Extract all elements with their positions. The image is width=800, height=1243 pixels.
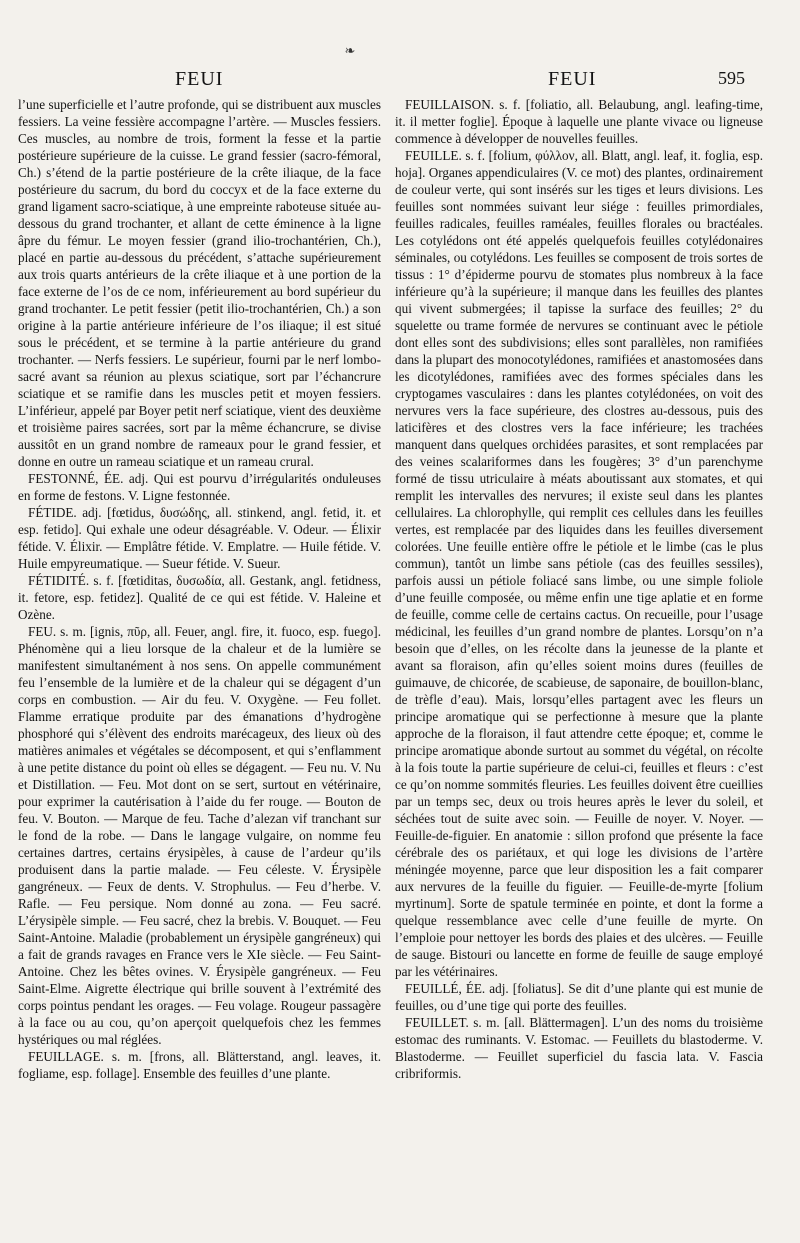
- entry-feuillaison: FEUILLAISON. s. f. [foliatio, all. Belaubung, angl. leafing-time, it. il metter foglie]. Époque à laquelle une plante vivace ou ligneuse commence à développer de nouvelles feuilles.: [395, 97, 763, 146]
- left-running-head: FEUI: [175, 68, 224, 90]
- page-number: 595: [718, 68, 745, 88]
- ornament-icon: ❧: [344, 44, 356, 59]
- entry-fetidite: FÉTIDITÉ. s. f. [fœtiditas, δυσωδία, all. Gestank, angl. fetidness, it. fetore, esp. fetidez]. Qualité de ce qui est fétide. V. Haleine et Ozène.: [18, 573, 381, 622]
- left-column: [18, 96, 381, 1082]
- entry-feuillage: FEUILLAGE. s. m. [frons, all. Blätterstand, angl. leaves, it. fogliame, esp. follage]. Ensemble des feuilles d’une plante.: [18, 1049, 381, 1081]
- entry-feuille: FEUILLE. s. f. [folium, φύλλον, all. Blatt, angl. leaf, it. foglia, esp. hoja]. Organes appendiculaires (V. ce mot) des plantes, ordinairement de couleur verte, qui sont insérés sur les tiges et leurs divisions. Les feuilles sont nommées suivant leur siége : feuilles primordiales, feuilles radicales, feuilles raméales, feuilles florales ou bractéales. Les cotylédons ont été appelés quelquefois feuilles cotylédonaires séminales, ou cotylédons. Les feuilles se composent de trois sortes de tissus : 1° d’épiderme pourvu de stomates plus nombreux à la face inférieure qu’à la supérieure; il manque dans les feuilles des plantes qui vivent submergées; il tapisse la surface des feuilles; 2° du squelette ou trame formée de nervures se continuant avec le pétiole dont elles sont des subdivisions; elles sont parallèles, non ramifiées dans la plupart des monocotylédones, ramifiées et anastomosées dans les dicotylédones, ramifiées avec des formes spéciales dans les cryptogames vasculaires : dans les plantes cotylédonées, on voit des nervures vers la face supérieure, des clostres au-dessous, puis des laticifères et des clostres vers la face inférieure; les trachées manquent dans quelques orchidées parasites, et sont remplacées par des veines scalariformes dans les fougères; 3° d’un parenchyme formé de tissu utriculaire à méats aboutissant aux stomates, et qui remplit les intervalles des nervures; il existe seul dans les plantes cellulaires. La chlorophylle, qui remplit ces cellules dans les feuilles vertes, est remplacée par des liquides dans les feuilles diversement colorées. Une feuille entière offre le pétiole et le limbe (cas le plus commun), tantôt un limbe sans pétiole (cas des feuilles sessiles), parfois aussi un pétiole foliacé sans limbe, ou une simple foliole d’une feuille composée, ou même enfin une tige aplatie et en forme de feuille, comme celle de certains cactus. On recueille, pour l’usage médicinal, les feuilles d’un grand nombre de plantes. Lorsqu’on n’a besoin que d’elles, on les récolte dans la jeunesse de la plante et avant sa floraison, afin qu’elles soient moins dures (feuilles de guimauve, de chicorée, de scabieuse, de saponaire, de bouillon-blanc, de trèfle d’eau). Mais, lorsqu’elles partagent avec les fleurs un principe aromatique qui se perfectionne à mesure que la plante approche de la floraison, il faut attendre cette époque; et, comme le principe aromatique abonde surtout au sommet du végétal, on récolte à la fois toute la partie supérieure de celui-ci, feuilles et fleurs : c’est ce qu’on nomme sommités fleuries. Les feuilles doivent être cueillies par un temps sec, deux ou trois heures après le lever du soleil, et séchées tout de suite avec soin. — Feuille de noyer. V. Noyer. — Feuille-de-figuier. En anatomie : sillon profond que présente la face cérébrale des os pariétaux, et qui loge les divisions de l’artère méningée moyenne, parce que leur disposition les a fait comparer aux nervures de la feuille du figuier. — Feuille-de-myrte [folium myrtinum]. Sorte de spatule terminée en pointe, et dont la forme a quelque ressemblance avec celle d’une feuille de myrte. On l’emploie pour nettoyer les bords des plaies et des ulcères. — Feuille de sauge. Bistouri ou lancette en forme de feuille de sauge employé par les vétérinaires.: [395, 148, 763, 979]
- right-column: [395, 96, 763, 1082]
- right-running-head: FEUI: [548, 68, 597, 90]
- entry-fetide: FÉTIDE. adj. [fœtidus, δυσώδης, all. stinkend, angl. fetid, it. et esp. fetido]. Qui exhale une odeur désagréable. V. Odeur. — Élixir fétide. V. Élixir. — Emplâtre fétide. V. Emplatre. — Huile fétide. V. Huile empyreumatique. — Sueur fétide. V. Sueur.: [18, 505, 381, 571]
- entry-feu: FEU. s. m. [ignis, πῦρ, all. Feuer, angl. fire, it. fuoco, esp. fuego]. Phénomène qui a lieu lorsque de la chaleur et de la lumière se manifestent simultanément à nos sens. On appelle communément feu l’ensemble de la lumière et de la chaleur qui se dégagent d’un corps en combustion. — Air du feu. V. Oxygène. — Feu follet. Flamme erratique produite par des émanations d’hydrogène phosphoré qui s’élèvent des endroits marécageux, des lieux où des matières animales et végétales se décomposent, et qui s’enflamment à une petite distance du point où elles se dégagent. — Feu nu. V. Nu et Distillation. — Feu. Mot dont on se sert, surtout en vétérinaire, pour exprimer la cautérisation à l’aide du fer rouge. — Bouton de feu. V. Bouton. — Marque de feu. Tache d’alezan vif tranchant sur le fond de la robe. — Dans le langage vulgaire, on nomme feu certaines dartres, certains érysipèles, à cause de l’ardeur qu’ils produisent dans la partie malade. — Feu céleste. V. Érysipèle gangréneux. — Feux de dents. V. Strophulus. — Feu d’herbe. V. Rafle. — Feu persique. Nom donné au zona. — Feu sacré. L’érysipèle simple. — Feu sacré, chez la brebis. V. Bouquet. — Feu Saint-Antoine. Maladie (probablement un érysipèle gangréneux) qui a fait de grands ravages en France vers le XIe siècle. — Feu Saint-Antoine. Chez les bêtes ovines. V. Érysipèle gangréneux. — Feu Saint-Elme. Aigrette électrique qui brille souvent à l’extrémité des corps pointus pendant les orages. — Feu volage. Rougeur passagère à la face ou au cou, qu’on aperçoit quelquefois chez les femmes hystériques ou mal réglées.: [18, 624, 381, 1047]
- entry-feuillet: FEUILLET. s. m. [all. Blättermagen]. L’un des noms du troisième estomac des ruminants. V. Estomac. — Feuillets du blastoderme. V. Blastoderme. — Feuillet superficiel du fascia lata. V. Fascia cribriformis.: [395, 1015, 763, 1081]
- entry-festonne: FESTONNÉ, ÉE. adj. Qui est pourvu d’irrégularités onduleuses en forme de festons. V. Ligne festonnée.: [18, 471, 381, 503]
- paragraph: l’une superficielle et l’autre profonde, qui se distribuent aux muscles fessiers. La veine fessière accompagne l’artère. — Muscles fessiers. Ces muscles, au nombre de trois, forment la fesse et la partie postérieure supérieure de la cuisse. Le grand fessier (sacro-fémoral, Ch.) s’étend de la partie postérieure de la crête iliaque, de la face postérieure du sacrum, du bord du coccyx et de la face externe du grand ligament sacro-sciatique, à une empreinte raboteuse située au-dessous du grand trochanter, et allant de cette éminence à la ligne âpre du fémur. Le moyen fessier (grand ilio-trochantérien, Ch.), placé en partie au-dessous du précédent, s’attache supérieurement aux trois quarts antérieurs de la crête iliaque et à une portion de la face externe de l’os de ce nom, inférieurement au bord supérieur du grand trochanter. Le petit fessier (petit ilio-trochantérien, Ch.) a son origine à la partie antérieure inférieure de l’os iliaque; il est situé sous le précédent, et se termine à la partie antérieure du grand trochanter. — Nerfs fessiers. Le supérieur, fourni par le nerf lombo-sacré avant sa réunion au plexus sciatique, sort par l’échancrure sciatique et se ramifie dans les muscles petit et moyen fessiers. L’inférieur, appelé par Boyer petit nerf sciatique, vient des deuxième et troisième paires sacrées, sort par la même échancrure, se divise aussitôt en un grand nombre de rameaux pour le grand fessier, et donne en outre un rameau sciatique et un rameau crural.: [18, 97, 381, 469]
- entry-feuille-adj: FEUILLÉ, ÉE. adj. [foliatus]. Se dit d’une plante qui est munie de feuilles, ou d’une tige qui porte des feuilles.: [395, 981, 763, 1013]
